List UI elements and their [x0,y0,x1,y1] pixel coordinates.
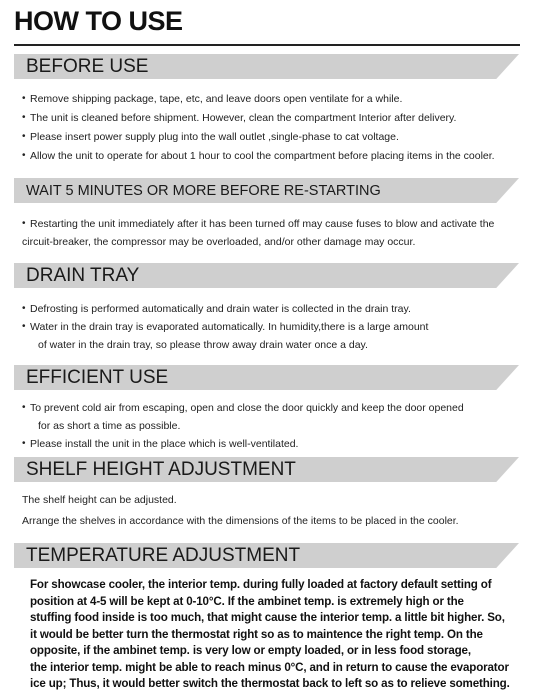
bullet-line: • Please insert power supply plug into the wall outlet ,single-phase to cat voltage. [30,130,399,144]
bullet-line: • Remove shipping package, tape, etc, and leave doors open ventilate for a while. [30,92,402,106]
bullet-line: • To prevent cold air from escaping, open and close the door quickly and keep the door opened [30,401,464,415]
paragraph-line: stuffing food inside is too much, that might cause the interior temp. a little bit higher. So, [30,611,505,624]
section-heading: WAIT 5 MINUTES OR MORE BEFORE RE-STARTING [26,183,381,199]
text-line: circuit-breaker, the compressor may be overloaded, and/or other damage may occur. [22,236,416,248]
paragraph-line: position at 4-5 will be kept at 0-10°C. If the ambinet temp. is extremely high or the [30,595,464,608]
section-heading: SHELF HEIGHT ADJUSTMENT [26,459,296,480]
section-header-drain-tray [14,263,519,288]
page-title: HOW TO USE [14,6,183,36]
paragraph-line: ice up; Thus, it would better switch the thermostat back to left so as to relieve something. [30,677,510,690]
section-heading: EFFICIENT USE [26,367,169,388]
section-header-before-use [14,54,519,79]
bullet-line: • The unit is cleaned before shipment. However, clean the compartment Interior after delivery. [30,111,456,125]
section-header-temperature [14,543,519,568]
bullet-line: • Please install the unit in the place which is well-ventilated. [30,437,298,451]
paragraph-line: For showcase cooler, the interior temp. during fully loaded at factory default setting of [30,578,492,591]
text-line: The shelf height can be adjusted. [22,494,177,506]
paragraph-line: opposite, if the ambinet temp. is very low or empty loaded, or in less food storage, [30,644,471,657]
section-header-shelf-height [14,457,519,482]
text-line: Arrange the shelves in accordance with the dimensions of the items to be placed in the cooler. [22,515,459,527]
bullet-line: • Restarting the unit immediately after it has been turned off may cause fuses to blow and activate the [30,217,494,231]
bullet-line: • Allow the unit to operate for about 1 hour to cool the compartment before placing items in the cooler. [30,149,495,163]
title-divider [14,44,520,46]
paragraph-line: it would be better turn the thermostat right so as to maintence the right temp. On the [30,628,483,641]
section-header-wait [14,178,519,203]
section-header-efficient-use [14,365,519,390]
text-line: of water in the drain tray, so please throw away drain water once a day. [38,339,368,351]
bullet-line: • Defrosting is performed automatically and drain water is collected in the drain tray. [30,302,411,316]
section-heading: DRAIN TRAY [26,265,140,286]
bullet-line: • Water in the drain tray is evaporated automatically. In humidity,there is a large amount [30,320,428,334]
paragraph-line: the interior temp. might be able to reach minus 0°C, and in return to cause the evaporator [30,661,509,674]
section-heading: BEFORE USE [26,56,149,77]
text-line: for as short a time as possible. [38,420,181,432]
section-heading: TEMPERATURE ADJUSTMENT [26,545,301,566]
